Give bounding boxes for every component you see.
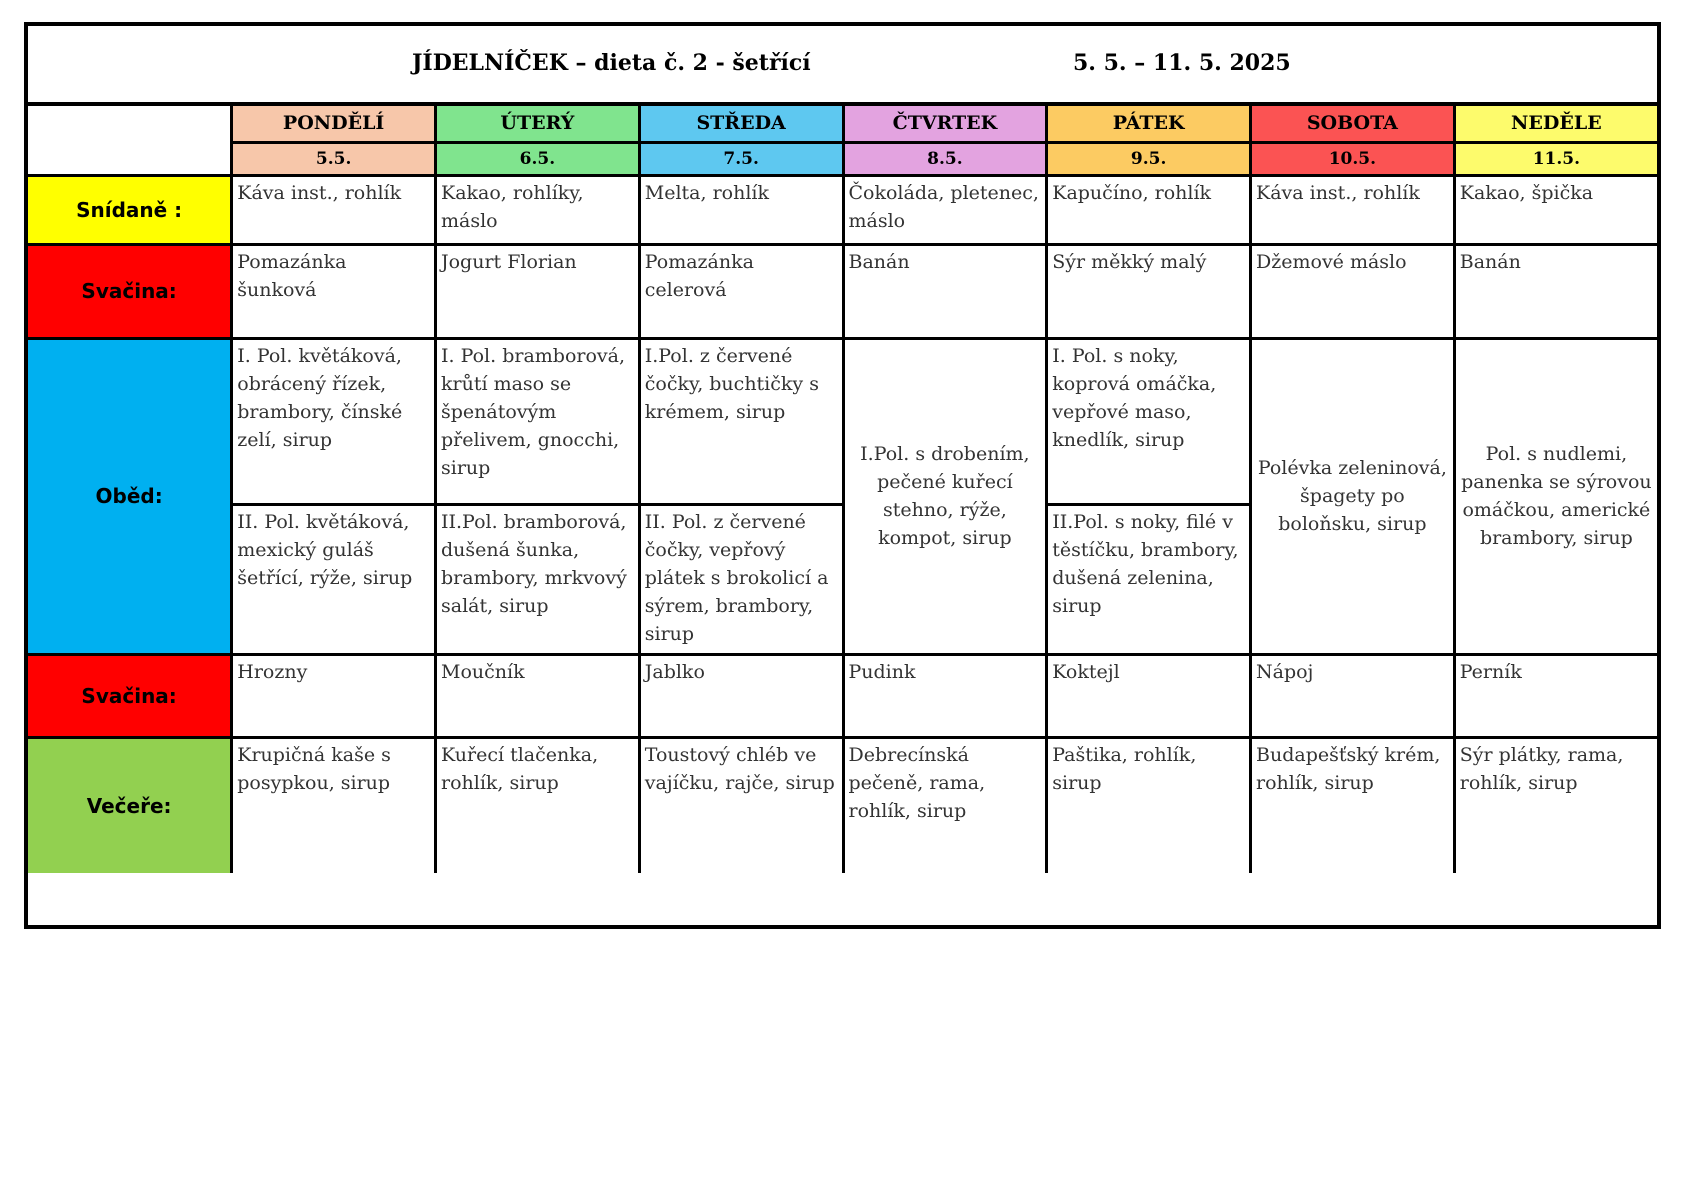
meal-label-obed: Oběd: [28,338,232,654]
menu-cell: Pudink [843,654,1047,737]
row-vecere [28,737,1657,873]
menu-cell: Paštika, rohlík, sirup [1047,737,1251,873]
corner-cell [28,106,232,175]
menu-cell: Pol. s nudlemi, panenka se sýrovou omáčkou, americké brambory, sirup [1454,338,1657,654]
day-name-patek: PÁTEK [1047,106,1251,142]
menu-cell: Pomazánka celerová [639,244,843,338]
week-range: 5. 5. – 11. 5. 2025 [1073,50,1291,76]
day-date-ctvrtek: 8.5. [843,142,1047,175]
menu-cell: Krupičná kaše s posypkou, sirup [232,737,436,873]
day-name-nedele: NEDĚLE [1454,106,1657,142]
menu-cell: Perník [1454,654,1657,737]
day-name-pondeli: PONDĚLÍ [232,106,436,142]
menu-cell: Toustový chléb ve vajíčku, rajče, sirup [639,737,843,873]
meal-label-vecere: Večeře: [28,737,232,873]
day-date-sobota: 10.5. [1251,142,1455,175]
menu-cell: Debrecínská pečeně, rama, rohlík, sirup [843,737,1047,873]
menu-cell: Káva inst., rohlík [1251,175,1455,244]
menu-cell: Kapučíno, rohlík [1047,175,1251,244]
meal-label-svacina-2: Svačina: [28,654,232,737]
menu-sheet [24,22,1661,929]
day-date-pondeli: 5.5. [232,142,436,175]
day-date-nedele: 11.5. [1454,142,1657,175]
day-date-patek: 9.5. [1047,142,1251,175]
menu-cell: Sýr plátky, rama, rohlík, sirup [1454,737,1657,873]
day-date-streda: 7.5. [639,142,843,175]
day-date-row [28,142,1657,175]
day-name-utery: ÚTERÝ [436,106,640,142]
menu-cell: I. Pol. s noky, koprová omáčka, vepřové maso, knedlík, sirup [1047,338,1251,504]
menu-table [28,106,1657,873]
day-name-sobota: SOBOTA [1251,106,1455,142]
day-name-ctvrtek: ČTVRTEK [843,106,1047,142]
menu-cell: Jogurt Florian [436,244,640,338]
meal-label-snidane: Snídaně : [28,175,232,244]
menu-cell: II. Pol. květáková, mexický guláš šetřící, rýže, sirup [232,504,436,654]
menu-cell: I. Pol. květáková, obrácený řízek, brambory, čínské zelí, sirup [232,338,436,504]
title-row [28,26,1657,106]
menu-cell: Hrozny [232,654,436,737]
menu-cell: Moučník [436,654,640,737]
menu-cell: Budapešťský krém, rohlík, sirup [1251,737,1455,873]
menu-cell: I. Pol. bramborová, krůtí maso se špenátovým přelivem, gnocchi, sirup [436,338,640,504]
row-svacina-2 [28,654,1657,737]
menu-cell: Polévka zeleninová, špagety po boloňsku, sirup [1251,338,1455,654]
menu-cell: Jablko [639,654,843,737]
menu-cell: Pomazánka šunková [232,244,436,338]
day-date-utery: 6.5. [436,142,640,175]
row-obed-1 [28,338,1657,504]
menu-cell: Sýr měkký malý [1047,244,1251,338]
day-name-row [28,106,1657,142]
menu-cell: Nápoj [1251,654,1455,737]
menu-cell: Koktejl [1047,654,1251,737]
menu-cell: Káva inst., rohlík [232,175,436,244]
menu-cell: Melta, rohlík [639,175,843,244]
menu-cell: Kuřecí tlačenka, rohlík, sirup [436,737,640,873]
menu-cell: II.Pol. s noky, filé v těstíčku, brambory, dušená zelenina, sirup [1047,504,1251,654]
meal-label-svacina-1: Svačina: [28,244,232,338]
menu-cell: Kakao, rohlíky, máslo [436,175,640,244]
menu-cell: Kakao, špička [1454,175,1657,244]
page-title: JÍDELNÍČEK – dieta č. 2 - šetřící [412,50,811,76]
menu-cell: II.Pol. bramborová, dušená šunka, brambory, mrkvový salát, sirup [436,504,640,654]
menu-cell: Džemové máslo [1251,244,1455,338]
row-svacina-1 [28,244,1657,338]
row-snidane [28,175,1657,244]
menu-cell: II. Pol. z červené čočky, vepřový plátek s brokolicí a sýrem, brambory, sirup [639,504,843,654]
menu-cell: Banán [843,244,1047,338]
menu-cell: I.Pol. z červené čočky, buchtičky s krémem, sirup [639,338,843,504]
menu-cell: Banán [1454,244,1657,338]
menu-cell: I.Pol. s drobením, pečené kuřecí stehno, rýže, kompot, sirup [843,338,1047,654]
menu-cell: Čokoláda, pletenec, máslo [843,175,1047,244]
day-name-streda: STŘEDA [639,106,843,142]
